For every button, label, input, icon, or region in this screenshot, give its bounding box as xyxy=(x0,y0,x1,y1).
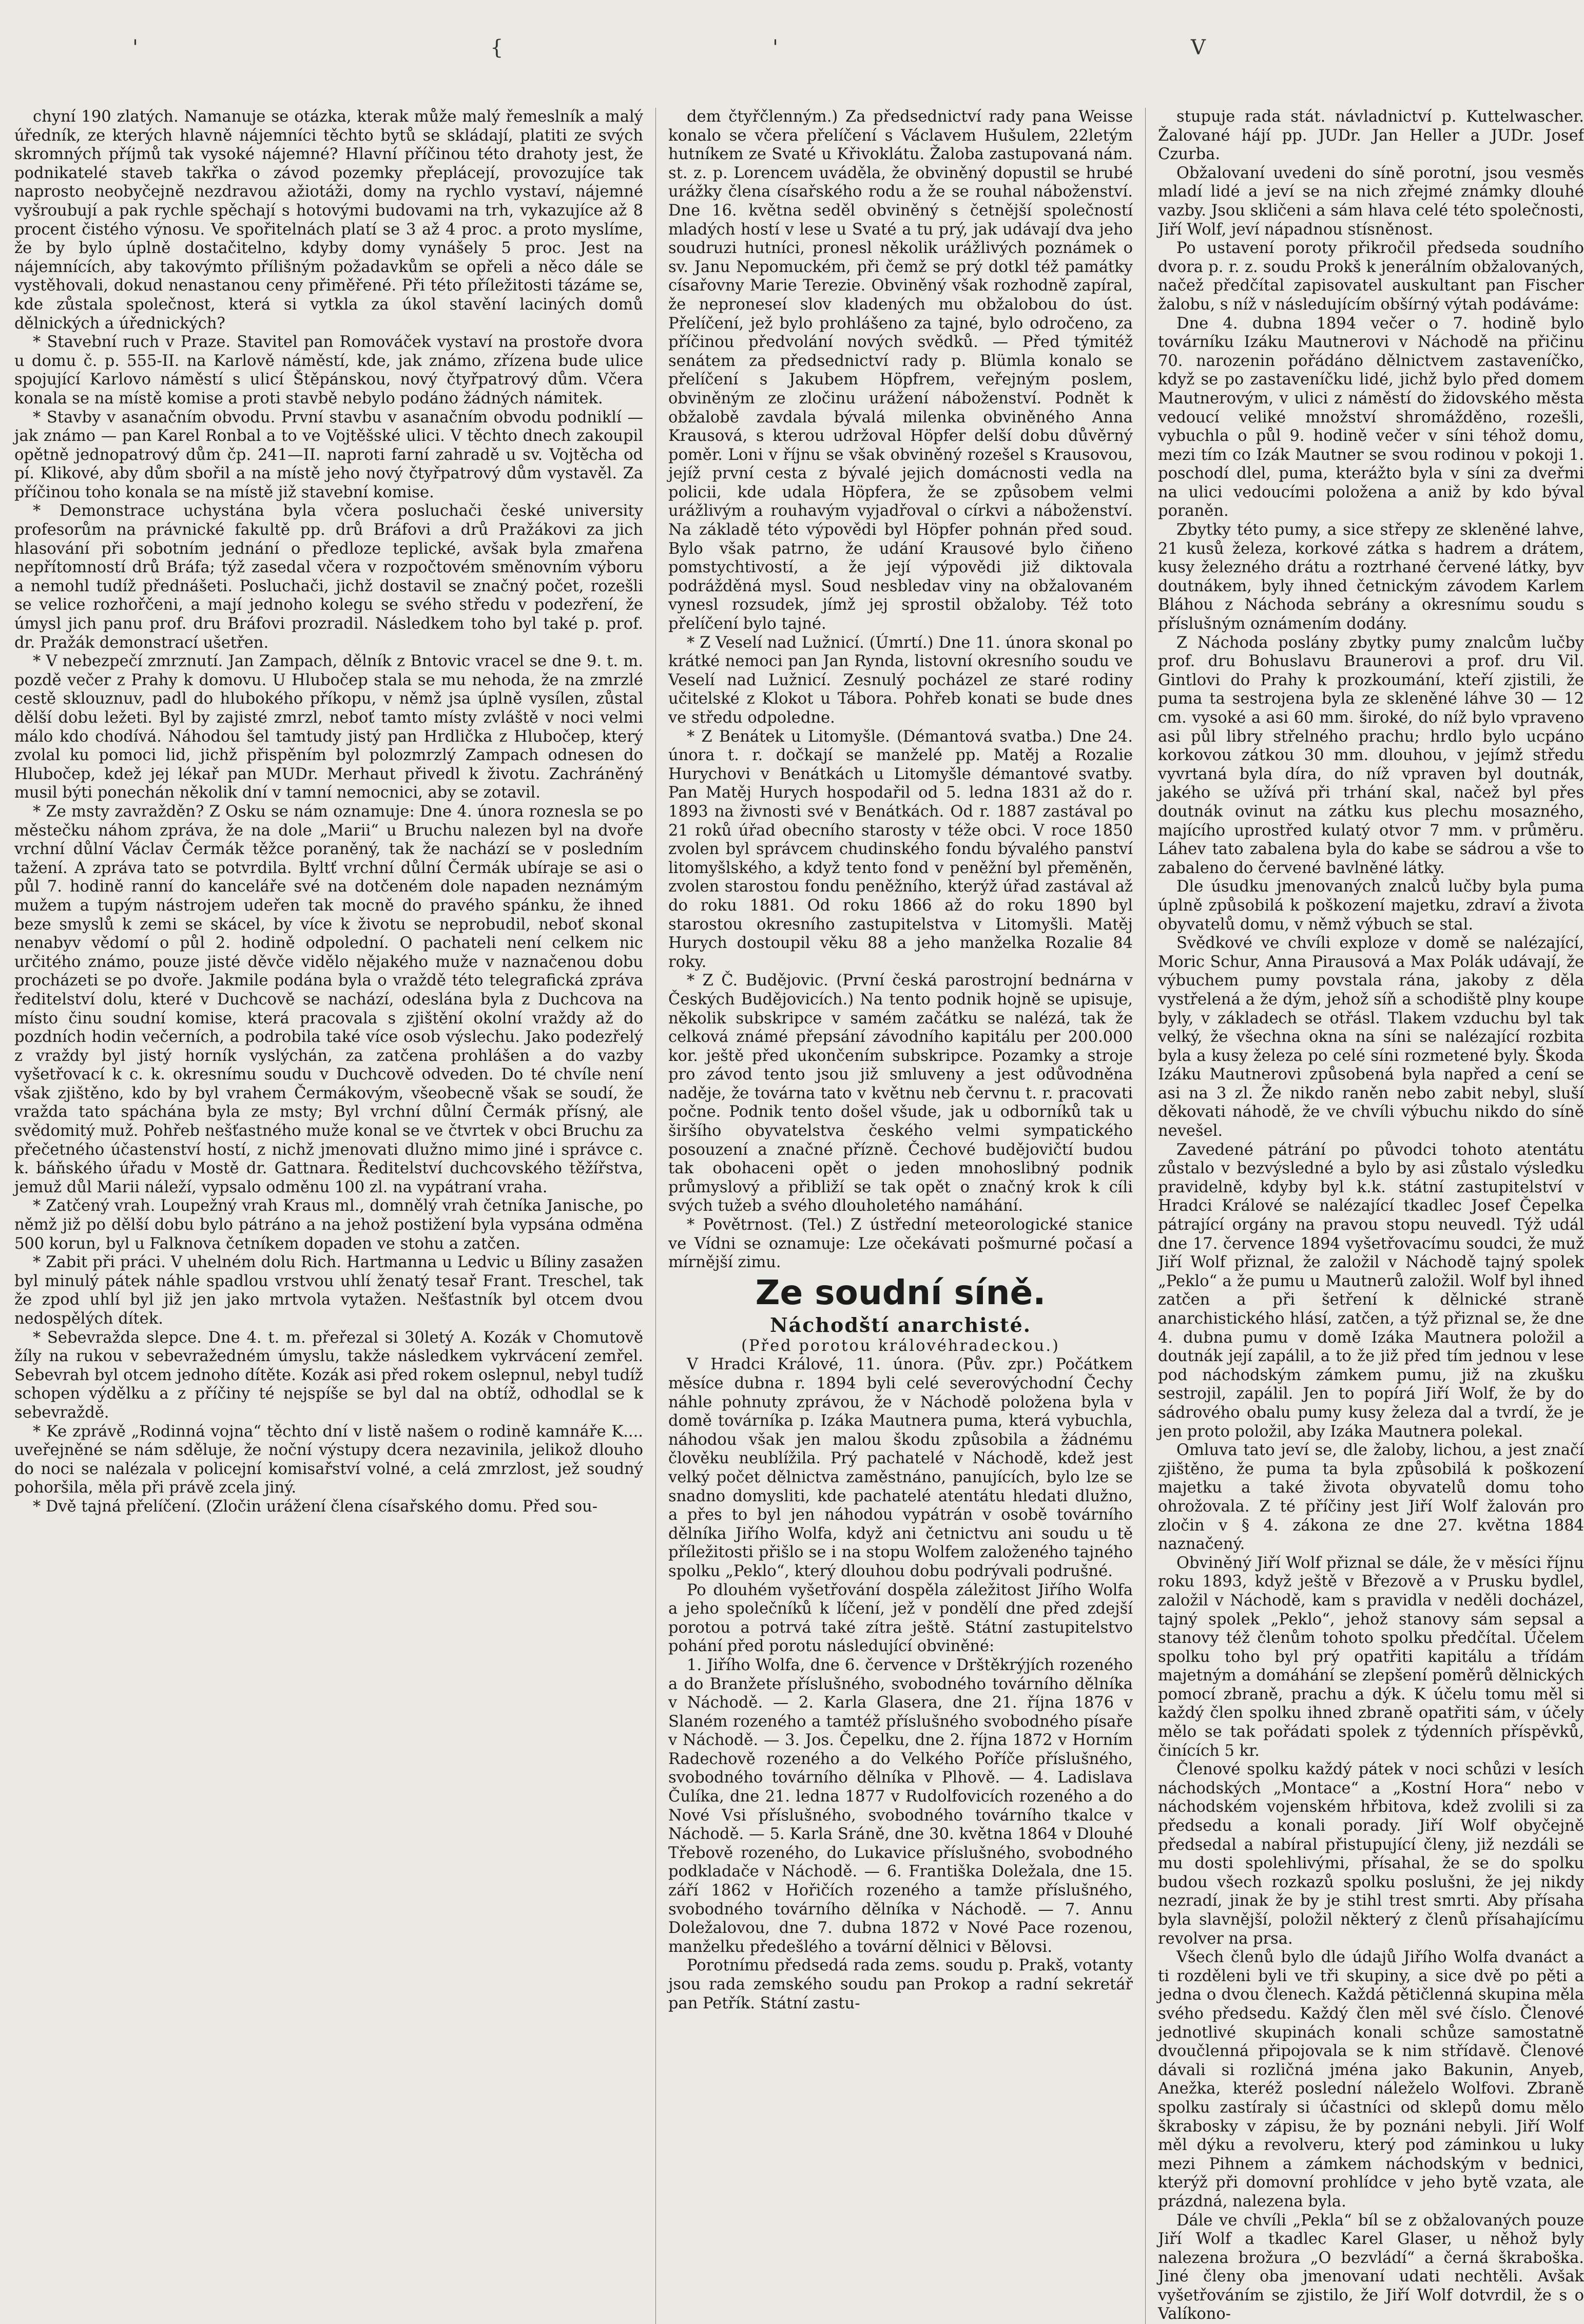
article-paragraph: * Stavby v asanačním obvodu. První stavbu v asanačním obvodu podniklí — jak známo — pan Karel Ronbal a to ve Vojtěšské ulici. V těchto dnech zakoupil opětně jednopatrový dům čp. 241—II. naproti farní zahradě u sv. Vojtěcha od pí. Klikové, aby dům sbořil a na místě jeho nový čtyřpatrový dům vystavěl. Za příčinou toho konala se na místě již stavební komise. xyxy=(14,409,643,502)
article-paragraph: * Ze msty zavražděn? Z Osku se nám oznamuje: Dne 4. února roznesla se po městečku náhom zpráva, že na dole „Marii“ u Bruchu nalezen byl na dvoře vrchní důlní Václav Čermák těžce poraněný, tak že nachází se v posledním tažení. A zpráva tato se potvrdila. Byltť vrchní důlní Čermák ubíraje se asi o půl 7. hodině ranní do kanceláře své na dotčeném dole napaden neznámým mužem a tupým nástrojem udeřen tak mocně do pravého spánku, že ihned beze smyslů k zemi se skácel, by více k životu se neprobudil, neboť skonal nenabyv vědomí o půl 2. hodině odpolední. O pachateli není celkem nic určitého známo, pouze jisté děvče vidělo nějakého muže v naznačenou dobu procházeti se po dvoře. Jakmile podána byla o vraždě této telegrafická zpráva ředitelství dolu, které v Duchcově se nachází, odeslána byla z Duchcova na místo činu soudní komise, která pracovala s zjištění okolní vraždy až do pozdních hodin večerních, a podrobila také více osob výslechu. Jako podezřelý z vraždy byl jistý horník vyslýchán, za zatčena prohlášen a do vazby vyšetřovací k c. k. okresnímu soudu v Duchcově odveden. Do té chvíle není však zjištěno, kdo by byl vrahem Čermákovým, všeobecně však se soudí, že vražda tato spáchána byla ze msty; Byl vrchní důlní Čermák přísný, ale svědomitý muž. Pohřeb nešťastného muže konal se ve čtvrtek v obci Bruchu za přečetného účastenství hostí, z nichž jmenovati dlužno mimo jiné i správce c. k. báňského úřadu v Mostě dr. Gattnara. Ředitelství duchcovského těžířstva, jemuž důl Marii náleží, vypsalo odměnu 100 zl. na vypátraní vraha. xyxy=(14,803,643,1197)
article-paragraph: * Demonstrace uchystána byla včera posluchači české university profesorům na právnické fakultě pp. drů Bráfovi a drů Pražákovi za jich hlasování při sobotním jednání o předloze teplické, avšak byla zmařena nepřítomností drů Bráfa; týž zasedal včera v rozpočtovém směnovním výboru a nemohl tudíž přednášeti. Posluchači, jichž dostavil se značný počet, rozešli se velice rozhořčeni, a mají jednoho kolegu se svého středu v podezření, že úmysl jich panu prof. dru Bráfovi prozradil. Následkem toho byl také p. prof. dr. Pražák demonstrací ušetřen. xyxy=(14,502,643,652)
article-paragraph: * Z Veselí nad Lužnicí. (Úmrtí.) Dne 11. února skonal po krátké nemoci pan Jan Rynda, listovní okresního soudu ve Veselí nad Lužnicí. Zesnulý pocházel ze staré rodiny učitelské z Klokot u Tábora. Pohřeb konati se bude dnes ve středu odpoledne. xyxy=(668,634,1133,728)
column-2 xyxy=(668,108,1133,2324)
article-paragraph: Omluva tato jeví se, dle žaloby, lichou, a jest značí zjištěno, že puma ta byla způsobilá k poškození majetku a také života obyvatelů domu toho ohrožovala. Z té příčiny jest Jiří Wolf žalován pro zločin v § 4. zákona ze dne 27. května 1884 naznačený. xyxy=(1158,1441,1584,1554)
column-divider xyxy=(1145,108,1146,2324)
article-paragraph: Všech členů bylo dle údajů Jiřího Wolfa dvanáct a ti rozděleni byli ve tři skupiny, a sice dvě po pěti a jedna o dvou členech. Každá pětičlenná skupina měla svého předsedu. Každý člen měl své číslo. Členové jednotlivé skupinách konali schůze samostatně dvoučlenná připojovala se k nim střídavě. Členové dávali si rozličná jména jako Bakunin, Anyeb, Anežka, kteréž poslední náleželo Wolfovi. Zbraně spolku zastíraly si účastníci od sklepů domu mělo škrabosky v zápisu, že by poznáni nebyli. Jiří Wolf měl dýku a revolveru, který pod záminkou u luky mezi Pihnem a zámkem náchodským v bednici, kterýž při domovní prohlídce v jeho bytě vzata, ale prázdná, nalezena byla. xyxy=(1158,1948,1584,2211)
article-paragraph: * Zatčený vrah. Loupežný vrah Kraus ml., domnělý vrah četníka Janische, po němž již po dělší dobu bylo pátráno a na jehož postižení byla vypsána odměna 500 korun, byl u Falknova četníkem dopaden ve stohu a zatčen. xyxy=(14,1197,643,1253)
article-paragraph: dem čtyřčlenným.) Za předsednictví rady pana Weisse konalo se včera přelíčení s Václavem Hušulem, 22letým hutníkem ze Svaté u Křivoklátu. Žaloba zastupovaná nám. st. z. p. Lorencem uváděla, že obviněný dopustil se hrubé urážky člena císařského rodu a že se rouhal náboženství. Dne 16. května seděl obviněný s četnější společností mladých hostí v lese u Svaté a tu prý, jak udávají dva jeho soudruzi hutníci, pronesl několik urážlivých poznámek o sv. Janu Nepomuckém, při čemž se prý dotkl též památky císařovny Marie Terezie. Obviněný však rozhodně zapíral, že neproneseí slov kladených mu obžalobou do úst. Přelíčení, jež bylo prohlášeno za tajné, bylo odročeno, za příčinou předvolání nových svědků. — Před týmitéž senátem za předsednictví rady p. Blümla konalo se přelíčení s Jakubem Höpfrem, veřejným poslem, obviněným ze zločinu urážení náboženství. Podnět k obžalobě zavdala bývalá milenka obviněného Anna Krausová, s kterou udržoval Höpfer delší dobu důvěrný poměr. Loni v říjnu se však obviněný rozešel s Krausovou, jejíž první cesta z bývalé jejich domácnosti vedla na policii, kde udala Höpfera, že se způsobem velmi urážlivým a rouhavým vyjadřoval o církvi a náboženství. Na základě této výpovědi byl Höpfer pohnán před soud. Bylo však patrno, že udání Krausové bylo čiňeno pomstychtivostí, a že její výpovědi již diktovala podrážděná mysl. Soud nesbledav viny na obžalovaném vynesl rozsudek, jímž jej sprostil obžaloby. Též toto přelíčení bylo tajné. xyxy=(668,108,1133,634)
article-paragraph: 1. Jiřího Wolfa, dne 6. července v Drštěkrýjích rozeného a do Branžete příslušného, svobodného továrního dělníka v Náchodě. — 2. Karla Glasera, dne 21. října 1876 v Slaném rozeného a tamtéž příslušného svobodného písaře v Náchodě. — 3. Jos. Čepelku, dne 2. října 1872 v Horním Radechově rozeného a do Velkého Poříče příslušného, svobodného továrního dělníka v Plhově. — 4. Ladislava Čulíka, dne 21. ledna 1877 v Rudolfovicích rozeného a do Nové Vsi příslušného, svobodného továrního tkalce v Náchodě. — 5. Karla Sráně, dne 30. května 1864 v Dlouhé Třebově rozeného, do Lukavice příslušného, svobodného podkladače v Náchodě. — 6. Františka Doležala, dne 15. září 1862 v Hořičích rozeného a tamže příslušného, svobodného továrního dělníka v Náchodě. — 7. Annu Doležalovou, dne 7. dubna 1872 v Nové Pace rozenou, manželku předešlého a tovární dělnici v Bělovsi. xyxy=(668,1656,1133,1957)
page-mark: { xyxy=(490,36,503,60)
article-paragraph: * Zabit při práci. V uhelném dolu Rich. Hartmanna u Ledvic u Bíliny zasažen byl minulý pátek náhle spadlou vrstvou uhlí ženatý tesař Frant. Treschel, tak že zpod uhlí byl již jen jako mrtvola vytažen. Nešťastník byl otcem dvou nedospělých dítek. xyxy=(14,1253,643,1328)
article-paragraph: * V nebezpečí zmrznutí. Jan Zampach, dělník z Bntovic vracel se dne 9. t. m. pozdě večer z Prahy k domovu. U Hlubočep stala se mu nehoda, že na zmrzlé cestě sklouznuv, padl do hlubokého příkopu, v němž jsa úplně vysílen, zůstal dělší dobu ležeti. Byl by zajisté zmrzl, neboť tamto místy zvláště v noci velmi málo kdo chodívá. Náhodou šel tamtudy jistý pan Hrdlička z Hlubočep, který zvolal ku pomoci lid, jichž přispěním byl polozmrzlý Zampach odnesen do Hlubočep, kdež jej lékař pan MUDr. Merhaut přivedl k životu. Zachráněný musil býti ponechán několik dní v tamní nemocnici, aby se zotavil. xyxy=(14,652,643,803)
column-1 xyxy=(14,108,643,2324)
article-paragraph: stupuje rada stát. návladnictví p. Kuttelwascher. Žalované hájí pp. JUDr. Jan Heller a JUDr. Josef Czurba. xyxy=(1158,108,1584,164)
article-paragraph: Zbytky této pumy, a sice střepy ze skleněné lahve, 21 kusů železa, korkové zátka s hadrem a drátem, kusy železného drátu a roztrhané červené látky, byv doutnákem, byly ihned četnickým závodem Karlem Bláhou z Náchoda sebrány a okresnímu soudu s příslušným oznámením dodány. xyxy=(1158,521,1584,634)
article-paragraph: Po ustavení poroty přikročil předseda soudního dvora p. r. z. soudu Prokš k jenerálním obžalovaných, načež předčítal zapisovatel auskultant pan Fischer žalobu, s níž v následujícím obšírný výtah podáváme: xyxy=(1158,239,1584,314)
article-paragraph: Zavedené pátrání po původci tohoto atentátu zůstalo v bezvýsledné a bylo by asi zůstalo výsledku pravidelně, kdyby byl k.k. státní zastupitelství v Hradci Králové se nalézající tkadlec Josef Čepelka pátrající orgány na pravou stopu neuvedl. Týž udál dne 17. července 1894 vyšetřovacímu soudci, že muž Jiří Wolf přiznal, že založil v Náchodě tajný spolek „Peklo“ a že pumu u Mautnerů založil. Wolf byl ihned zatčen a při šetření k dělnické straně anarchistického hlásí, zatčen, a týž přiznal se, že dne 4. dubna pumu v domě Izáka Mautnera položil a doutnák její zapálil, a to že již před tím jednou v lese pod náchodským zámkem pumu, již na zkušku sestrojil, zapálil. Jen to popírá Jiří Wolf, že by do sádrového obalu pumy kusy železa dal a tvrdí, že je jen proto položil, aby Izáka Mautnera polekal. xyxy=(1158,1141,1584,1442)
article-paragraph: * Z Č. Budějovic. (První česká parostrojní bednárna v Českých Budějovicích.) Na tento podnik hojně se upisuje, několik subskripce v samém začátku se nalézá, tak že celková známé přepsání závodního kapitálu per 200.000 kor. ještě před ukončením subskripce. Pozamky a stroje pro závod tento jsou již smluveny a jest odůvodněna naděje, že továrna tato v květnu neb červnu t. r. pracovati počne. Podnik tento došel všude, jak u odborníků tak u širšího obyvatelstva českého velmi sympatického posouzení a značné přízně. Čechové budějovičtí budou tak obohaceni opět o jeden mnohoslibný podnik průmyslový a přibliží se tak opět o značný krok k cíli svých tužeb a svého dlouholetého namáhání. xyxy=(668,972,1133,1216)
article-paragraph: Po dlouhém vyšetřování dospěla záležitost Jiřího Wolfa a jeho společníků k líčení, jež v pondělí dne před zdejší porotou a potrvá také zítra ještě. Státní zastupitelstvo pohání před porotu následující obviněné: xyxy=(668,1581,1133,1656)
article-paragraph: * Dvě tajná přelíčení. (Zločin urážení člena císařského domu. Před sou- xyxy=(14,1498,643,1517)
page-mark: ' xyxy=(772,36,778,60)
page-marks xyxy=(0,36,1583,67)
article-paragraph: Obžalovaní uvedeni do síně porotní, jsou vesměs mladí lidé a jeví se na nich zřejmé známky dlouhé vazby. Jsou skličeni a sám hlava celé této společnosti, Jiří Wolf, jeví nápadnou stísněnost. xyxy=(1158,164,1584,239)
article-paragraph: Dále ve chvíli „Pekla“ bíl se z obžalovaných pouze Jiří Wolf a tkadlec Karel Glaser, u něhož byly nalezena brožura „O bezvládí“ a černá škraboška. Jiné členy oba jmenovaní udati nechtěli. Avšak vyšetřováním se zjistilo, že Jiří Wolf dotvrdil, že s o Valíkono- xyxy=(1158,2212,1584,2324)
article-paragraph: chyní 190 zlatých. Namanuje se otázka, kterak může malý řemeslník a malý úředník, ze kterých hlavně nájemníci těchto bytů se skládají, platiti ze svých skromných příjmů tak vysoké nájemné? Hlavní příčinou této drahoty jest, že podnikatelé staveb takřka o závod pozemky přeplácejí, provozujíce tak naprosto neobyčejně nezdravou ažiotáži, domy na rychlo vystaví, nájemné vyšroubují a pak rychle spěchají s hotovými budovami na trh, vykazujíce až 8 procent čistého výnosu. Ve spořitelnách platí se 3 až 4 proc. a proto myslíme, že by bylo úplně dostačitelno, kdyby domy vynášely 5 proc. Jest na nájemnících, aby takovýmto přílišným požadavkům se opřeli a něco dále se vystěhovali, dokud nenastanou ceny přiměřené. Při této příležitosti tázáme se, kde zůstala společnost, která si vytkla za úkol stavění laciných domů dělnických a úřednických? xyxy=(14,108,643,333)
section-heading: Ze soudní síně. xyxy=(668,1272,1133,1313)
text-columns xyxy=(14,108,1569,2212)
section-subline: (Před porotou královéhradeckou.) xyxy=(668,1337,1133,1356)
page-mark: V xyxy=(1191,36,1206,60)
column-3 xyxy=(1158,108,1584,2324)
article-paragraph: Obviněný Jiří Wolf přiznal se dále, že v měsíci říjnu roku 1893, když ještě v Březově a v Prusku bydlel, založil v Náchodě, kam s pravidla v neděli docházel, tajný spolek „Peklo“, jehož stanovy sám sepsal a stanovy též členům tohoto spolku předčítal. Účelem spolku toho byl prý opatřiti kapitálu a třídám majetným a domáhání se zlepšení poměrů dělnických pomocí zbraně, prachu a dýk. K účelu tomu měl si každý člen spolku ihned zbraně opatřiti sám, v účely mělo se tak pořádati spolek z týdenních příspěvků, činících 5 kr. xyxy=(1158,1554,1584,1761)
article-paragraph: * Z Benátek u Litomyšle. (Démantová svatba.) Dne 24. února t. r. dočkají se manželé pp. Matěj a Rozalie Hurychovi v Benátkách u Litomyšle démantové svatby. Pan Matěj Hurych hospodařil od 5. ledna 1831 až do r. 1893 na živnosti své v Benátkách. Od r. 1887 zastával po 21 roků úřad obecního starosty v téže obci. V roce 1850 zvolen byl správcem chudinského fondu bývalého panství litomyšlského, a když tento fond v peněžní byl přeměněn, zvolen starostou fondu peněžního, kterýž úřad zastával až do roku 1881. Od roku 1866 až do roku 1890 byl starostou okresního zastupitelstva v Litomyšli. Matěj Hurych dostoupil věku 88 a jeho manželka Rozalie 84 roky. xyxy=(668,728,1133,972)
article-paragraph: V Hradci Králové, 11. února. (Pův. zpr.) Počátkem měsíce dubna r. 1894 byli celé severovýchodní Čechy náhle pohnuty zprávou, že v Náchodě položena byla v domě továrníka p. Izáka Mautnera puma, která vybuchla, náhodou však jen malou škodu způsobila a žádnému člověku neublížila. Prý pachatelé v Náchodě, kdež jest velký počet dělnictva zaměstnáno, panujících, bylo lze se snadno domysliti, kde pachatelé atentátu hledati dlužno, a přes to byl jen náhodou vypátrán v osobě továrního dělníka Jiřího Wolfa, když ani četnictvu ani soudu u tě příležitosti přišlo se i na stopu Wolfem založeného tajného spolku „Peklo“, který dlouhou dobu podrývali podrušné. xyxy=(668,1355,1133,1581)
article-paragraph: Svědkové ve chvíli exploze v domě se nalézající, Moric Schur, Anna Pirausová a Max Polák udávají, že výbuchem pumy povstala rána, jakoby z děla vystřelená a že dým, jehož síň a schodiště plny koupe byly, v základech se otřásl. Tlakem vzduchu byl tak velký, že všechna okna na síni se nalézající rozbita byla a kusy železa po celé síni rozmetené byly. Škoda Izáku Mautnerovi způsobená byla napřed a cení se asi na 3 zl. Že nikdo raněn nebo zabit nebyl, sluší děkovati náhodě, že ve chvíli výbuchu nikdo do síně nevešel. xyxy=(1158,934,1584,1141)
article-paragraph: Z Náchoda poslány zbytky pumy znalcům lučby prof. dru Bohuslavu Braunerovi a prof. dru Vil. Gintlovi do Prahy k prozkoumání, kteří zjistili, že puma ta sestrojena byla ze skleněné láhve 30 — 12 cm. vysoké a asi 60 mm. široké, do níž bylo vpraveno asi půl libry střelného prachu; hrdlo bylo ucpáno korkovou zátkou 30 mm. dlouhou, v jejímž středu vyvrtaná byla díra, do níž vpraven byl doutnák, jakého se užívá při trhání skal, načež byl přes doutnák ovinut na zátku kus plechu mosazného, majícího uprostřed kulatý otvor 7 mm. v průměru. Láhev tato zabalena byla do kabe se sádrou a vše to zabaleno do červené bavlněné látky. xyxy=(1158,634,1584,878)
article-paragraph: * Stavební ruch v Praze. Stavitel pan Romováček vystaví na prostoře dvora u domu č. p. 555-II. na Karlově náměstí, kde, jak známo, zřízena bude ulice spojující Karlovo náměstí s ulicí Štěpánskou, nový čtyřpatrový dům. Včera konala se na místě komise a proti stavbě nebylo podáno žádných námitek. xyxy=(14,333,643,408)
column-divider xyxy=(655,108,656,2324)
article-paragraph: Porotnímu předsedá rada zems. soudu p. Prakš, votanty jsou rada zemského soudu pan Prokop a radní sekretář pan Petřík. Státní zastu- xyxy=(668,1957,1133,2013)
article-paragraph: Dle úsudku jmenovaných znalců lučby byla puma úplně způsobilá k poškození majetku, zdraví a života obyvatelů domu, v němž výbuch se stal. xyxy=(1158,878,1584,934)
section-subheading: Náchodští anarchisté. xyxy=(668,1313,1133,1337)
article-paragraph: Členové spolku každý pátek v noci schůzi v lesích náchodských „Montace“ a „Kostní Hora“ nebo v náchodském vojenském hřbitova, kdež zvolili si za předsedu a konali porady. Jiří Wolf obyčejně předsedal a nabíral přistupující členy, již nezdáli se mu dosti spolehlivými, přísahal, že se do spolku budou všech rozkazů spolku poslušni, že jej nikdy nezradí, jinak že by je stihl trest smrti. Aby přísaha byla slavnější, položil některý z členů přísahajícímu revolver na prsa. xyxy=(1158,1760,1584,1948)
article-paragraph: * Ke zprávě „Rodinná vojna“ těchto dní v listě našem o rodině kamnáře K.... uveřejněné se nám sděluje, že noční výstupy dcera nezavinila, jelikož dlouho do noci se nalézala v policejní komisařství volné, a celá zmrzlost, jež soudný pohoršila, měla při právě zcela jiný. xyxy=(14,1423,643,1498)
page-mark: ' xyxy=(132,36,138,60)
article-paragraph: * Sebevražda slepce. Dne 4. t. m. přeřezal si 30letý A. Kozák v Chomutově žíly na rukou v sebevražedném úmyslu, takže následkem vykrvácení zemřel. Sebevrah byl otcem jednoho dítěte. Kozák asi před rokem oslepnul, nebyl tudíž schopen výdělku a z příčiny té nejspíše se byl dal na obtíž, odhodlal se k sebevraždě. xyxy=(14,1329,643,1423)
article-paragraph: * Povětrnost. (Tel.) Z ústřední meteorologické stanice ve Vídni se oznamuje: Lze očekávati pošmurné počasí a mírnější zimu. xyxy=(668,1216,1133,1272)
article-paragraph: Dne 4. dubna 1894 večer o 7. hodině bylo továrníku Izáku Mautnerovi v Náchodě na přičinu 70. narozenin pořádáno dělnictvem zastaveníčko, když se po zastaveníčku lidé, jichž bylo před domem Mautnerovým, v ulici z náměstí do židovského města vedoucí veliké množství shromážděno, rozešli, vybuchla o půl 9. hodině večer v síni téhož domu, mezi tím co Izák Mautner se svou rodinou v pokoji 1. poschodí dlel, puma, kterážto byla v síni za dveřmi na ulici vedoucími položena a aniž by kdo býval poraněn. xyxy=(1158,315,1584,521)
